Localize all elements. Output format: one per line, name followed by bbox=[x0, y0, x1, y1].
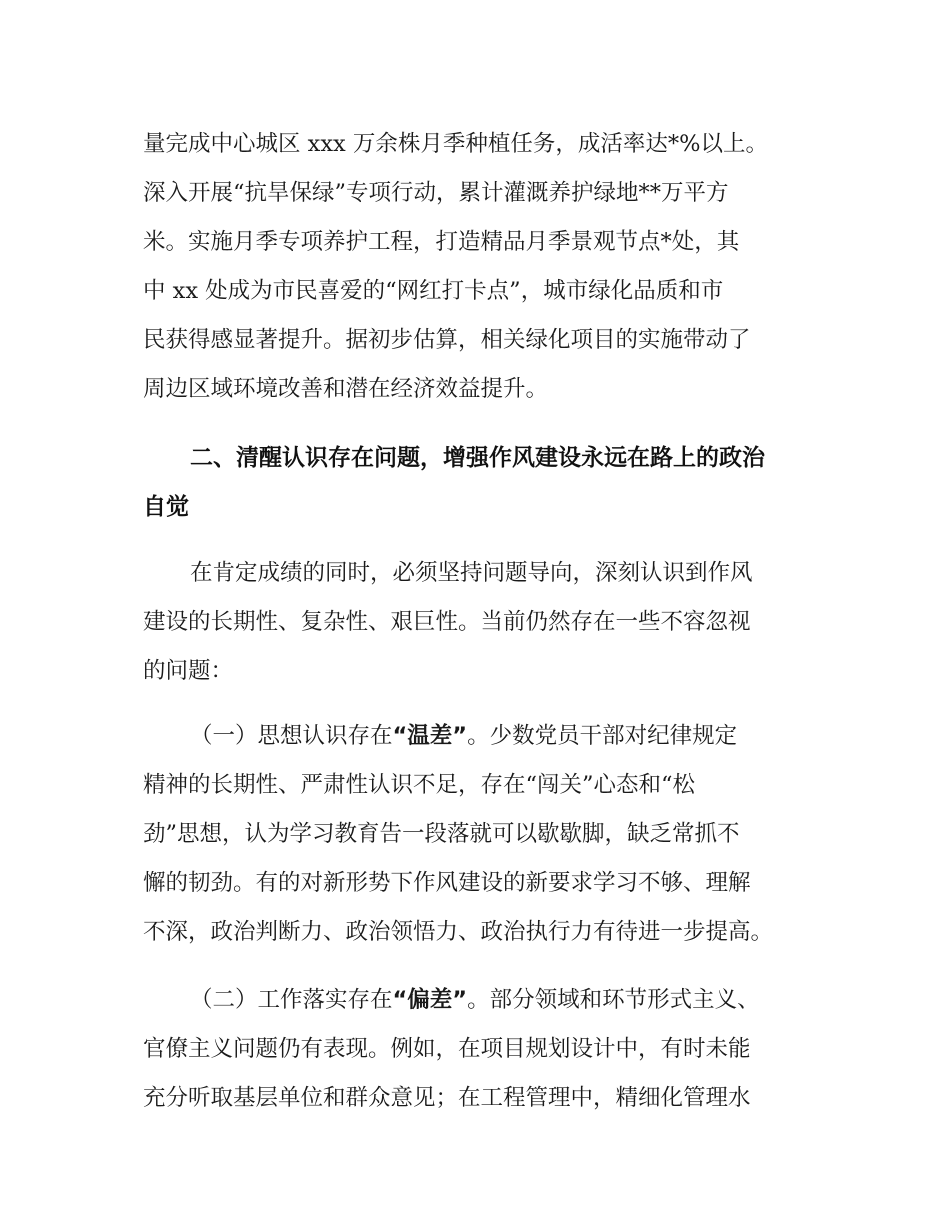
para1-line-2: 深入开展“抗旱保绿”专项行动，累计灌溉养护绿地**万平方 bbox=[143, 180, 729, 206]
para1-line-4: 中 xx 处成为市民喜爱的“网红打卡点”，城市绿化品质和市 bbox=[143, 278, 724, 304]
item1-prefix: （一）思想认识存在 bbox=[190, 723, 393, 749]
item2-emphasis: “偏差” bbox=[392, 987, 468, 1013]
item1-line-1 bbox=[190, 716, 813, 756]
para2-line-3: 的问题： bbox=[143, 658, 234, 684]
item1-rest: 。少数党员干部对纪律规定 bbox=[467, 723, 738, 749]
para1-line-5: 民获得感显著提升。据初步估算，相关绿化项目的实施带动了 bbox=[143, 327, 751, 353]
item1-line-3: 劲”思想，认为学习教育告一段落就可以歇歇脚，缺乏常抓不 bbox=[143, 821, 740, 847]
item1-line-5: 不深，政治判断力、政治领悟力、政治执行力有待进一步提高。 bbox=[143, 919, 774, 945]
item1-emphasis: “温差” bbox=[392, 723, 468, 749]
para1-line-3: 米。实施月季专项养护工程，打造精品月季景观节点*处，其 bbox=[143, 229, 740, 255]
item2-line-3: 充分听取基层单位和群众意见；在工程管理中，精细化管理水 bbox=[143, 1085, 751, 1111]
item2-line-2: 官僚主义问题仍有表现。例如，在项目规划设计中，有时未能 bbox=[143, 1036, 751, 1062]
para1-line-6: 周边区域环境改善和潜在经济效益提升。 bbox=[143, 376, 549, 402]
section-heading-line-2: 自觉 bbox=[143, 494, 189, 520]
item1-line-4: 懈的韧劲。有的对新形势下作风建设的新要求学习不够、理解 bbox=[143, 870, 751, 896]
item2-rest: 。部分领域和环节形式主义、 bbox=[467, 987, 760, 1013]
section-heading-line-1: 二、清醒认识存在问题，增强作风建设永远在路上的政治 bbox=[190, 445, 765, 471]
item1-line-2: 精神的长期性、严肃性认识不足，存在“闯关”心态和“松 bbox=[143, 772, 696, 798]
para2-line-1: 在肯定成绩的同时，必须坚持问题导向，深刻认识到作风 bbox=[190, 560, 753, 586]
item2-line-1 bbox=[190, 980, 813, 1020]
para2-line-2: 建设的长期性、复杂性、艰巨性。当前仍然存在一些不容忽视 bbox=[143, 609, 751, 635]
para1-line-1: 量完成中心城区 xxx 万余株月季种植任务，成活率达*%以上。 bbox=[143, 131, 769, 157]
item2-prefix: （二）工作落实存在 bbox=[190, 987, 393, 1013]
